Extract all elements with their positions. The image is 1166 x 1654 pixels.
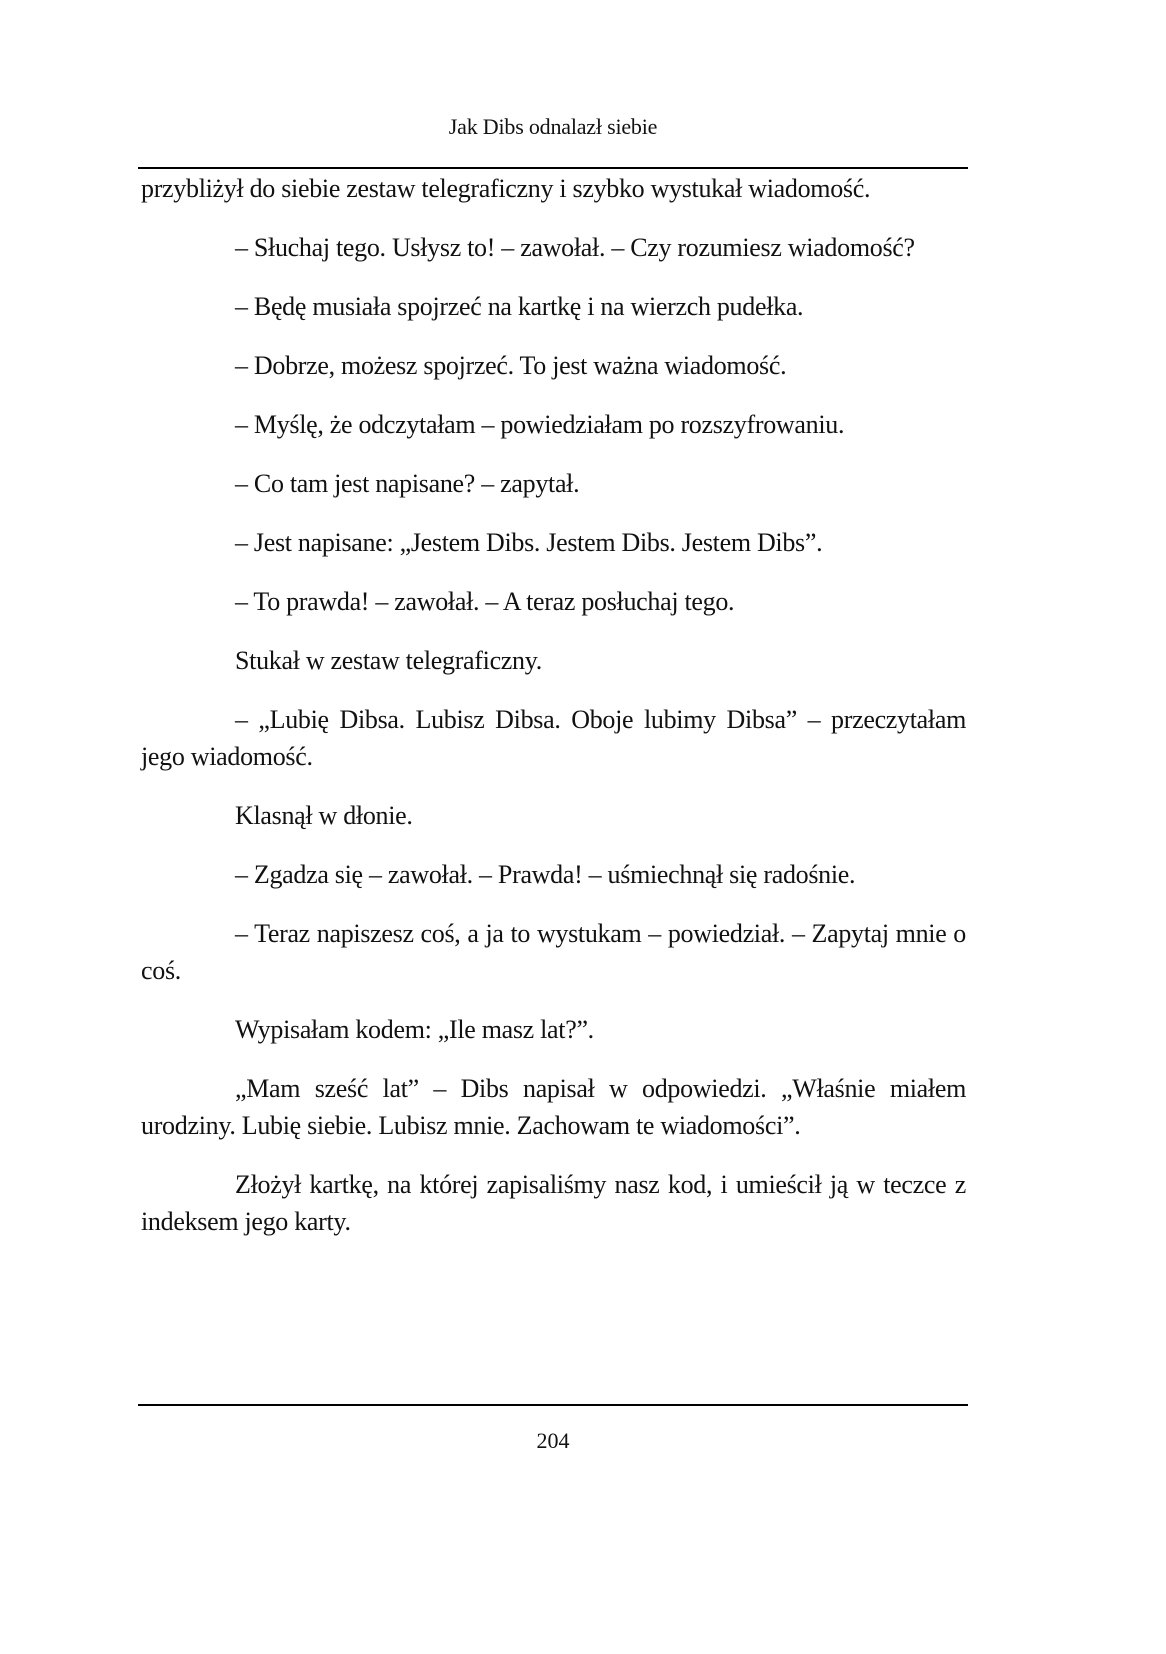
paragraph: Złożył kartkę, na której zapisaliśmy nasz kod, i umieścił ją w teczce z indeksem jego karty. xyxy=(141,1170,966,1236)
paragraph: – Dobrze, możesz spojrzeć. To jest ważna wiadomość. xyxy=(235,351,787,380)
paragraph: – Będę musiała spojrzeć na kartkę i na wierzch pudełka. xyxy=(235,292,804,321)
footer-rule xyxy=(138,1404,968,1406)
page-number: 204 xyxy=(536,1428,570,1453)
body-text xyxy=(141,170,966,1262)
paragraph: – „Lubię Dibsa. Lubisz Dibsa. Oboje lubimy Dibsa” – przeczytałam jego wiadomość. xyxy=(141,705,966,771)
paragraph: „Mam sześć lat” – Dibs napisał w odpowiedzi. „Właśnie miałem urodziny. Lubię siebie. Lubisz mnie. Zachowam te wiadomości”. xyxy=(141,1074,966,1140)
paragraph: Stukał w zestaw telegraficzny. xyxy=(235,646,542,675)
paragraph: – Co tam jest napisane? – zapytał. xyxy=(235,469,580,498)
paragraph: – Słuchaj tego. Usłysz to! – zawołał. – Czy rozumiesz wiadomość? xyxy=(235,233,915,262)
paragraph: – Teraz napiszesz coś, a ja to wystukam – powiedział. – Zapytaj mnie o coś. xyxy=(141,919,966,985)
paragraph: – Myślę, że odczytałam – powiedziałam po rozszyfrowaniu. xyxy=(235,410,845,439)
paragraph: – Zgadza się – zawołał. – Prawda! – uśmiechnął się radośnie. xyxy=(235,860,856,889)
paragraph: Wypisałam kodem: „Ile masz lat?”. xyxy=(235,1015,594,1044)
paragraph: – To prawda! – zawołał. – A teraz posłuchaj tego. xyxy=(235,587,735,616)
paragraph: – Jest napisane: „Jestem Dibs. Jestem Dibs. Jestem Dibs”. xyxy=(235,528,823,557)
paragraph-continued: przybliżył do siebie zestaw telegraficzny i szybko wystukał wiadomość. xyxy=(141,174,871,203)
paragraph: Klasnął w dłonie. xyxy=(235,801,413,830)
header-rule xyxy=(138,167,968,169)
running-head-title: Jak Dibs odnalazł siebie xyxy=(448,114,658,139)
